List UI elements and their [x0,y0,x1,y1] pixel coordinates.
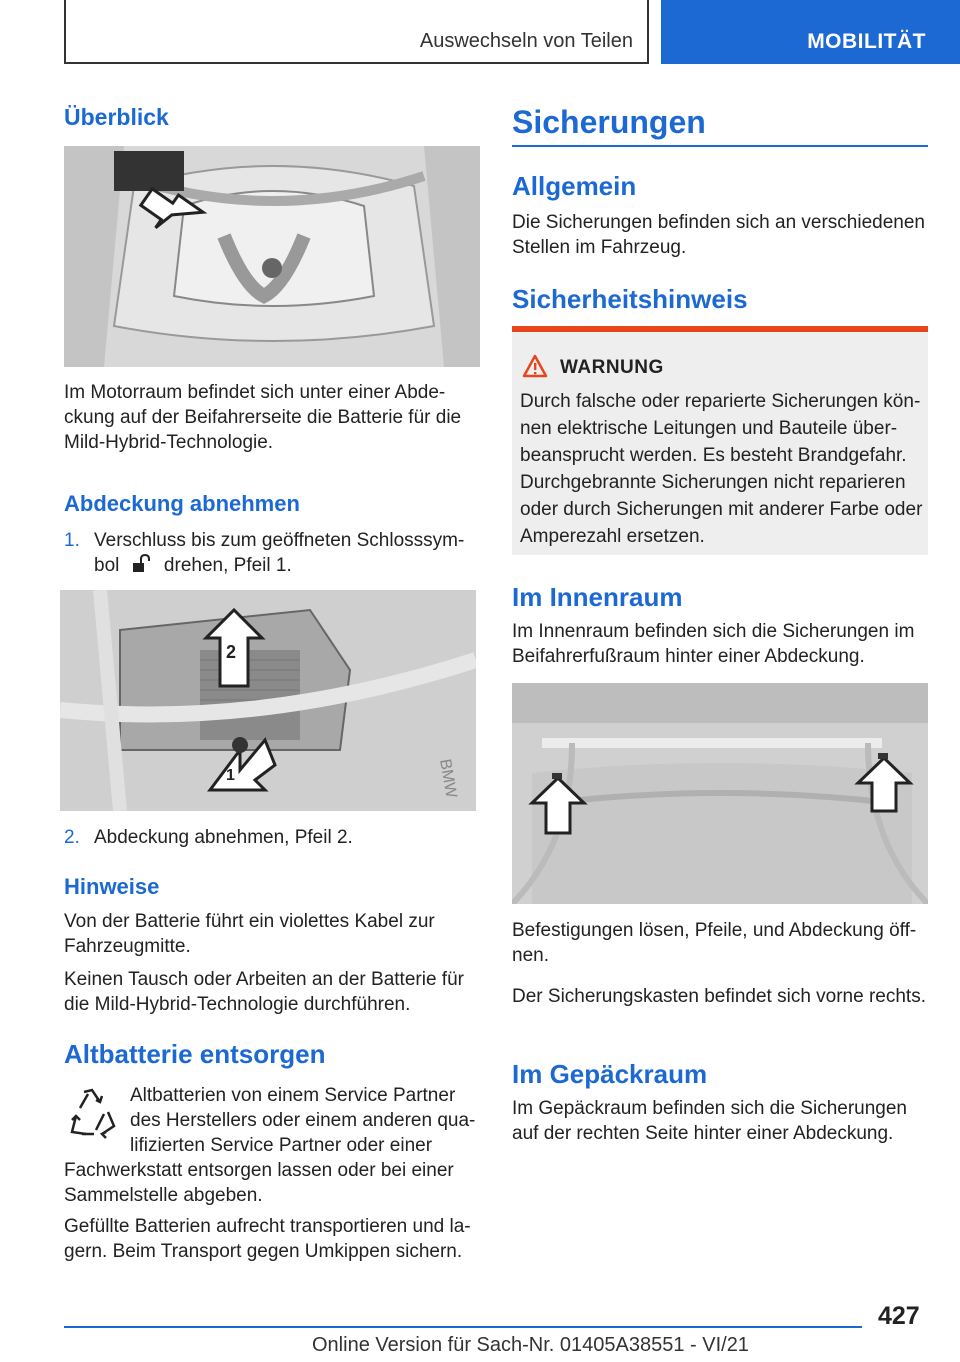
header-section-tab [64,0,649,64]
footwell-image [512,683,928,904]
notes-paragraph-1: Von der Batterie führt ein violettes Kabel zur Fahrzeugmitte. [64,911,435,957]
safety-heading: Sicherheitshinweis [512,284,748,314]
interior-text: Im Innenraum befinden sich die Sicherungen im Beifahrerfußraum hinter einer Abdeckung. [512,621,915,667]
disposal-heading: Altbatterie entsorgen [64,1039,326,1069]
overview-heading: Überblick [64,104,169,130]
battery-cover-image [60,590,476,811]
disposal-paragraph-1: Altbatterien von einem Service Partner des Herstellers oder einem anderen qua-lifizierten Service Partner oder einer [130,1085,476,1156]
warning-title: WARNUNG [560,357,664,378]
general-text: Die Sicherungen befinden sich an verschiedenen Stellen im Fahrzeug. [512,212,925,258]
step-1 [64,528,480,578]
lock-open-icon [131,554,153,574]
header-chapter-tab [661,0,960,64]
step-2-text: Abdeckung abnehmen, Pfeil 2. [94,827,353,848]
interior-heading: Im Innenraum [512,582,683,612]
fuses-heading: Sicherungen [512,104,706,140]
disposal-paragraph-1b: Fachwerkstatt entsorgen lassen oder bei einer Sammelstelle abgeben. [64,1160,454,1206]
footer-rule [64,1326,862,1328]
step-1-text-b: bol [94,555,120,576]
step-1-number: 1. [64,530,80,551]
general-heading: Allgemein [512,171,637,201]
warning-box [512,326,928,555]
figure-label-1: 1 [226,767,235,784]
overview-text: Im Motorraum befindet sich unter einer Abde-ckung auf der Beifahrerseite die Batterie für die Mild-Hybrid-Technologie. [64,382,462,453]
figure-label-2: 2 [226,642,237,662]
cover-heading: Abdeckung abnehmen [64,491,300,516]
step-2 [64,825,480,850]
luggage-heading: Im Gepäckraum [512,1059,708,1089]
interior-text-2: Der Sicherungskasten befindet sich vorne rechts. [512,986,926,1007]
step-1-text-a: Verschluss bis zum geöffneten Schlosssym- [94,530,465,551]
warning-triangle-icon [522,354,548,378]
figure-brand: BMW [436,757,460,800]
page-number: 427 [878,1302,920,1330]
header-chapter-title: MOBILITÄT [807,30,926,53]
warning-text: Durch falsche oder reparierte Sicherungen kön-nen elektrische Leitungen und Bauteile über-beansprucht werden. Es besteht Brandgefahr. Durchgebrannte Sicherungen nicht reparieren oder durch Sicherungen mit anderer Farbe oder Amperezahl ersetzen. [520,391,923,547]
notes-heading: Hinweise [64,874,160,899]
footer-text: Online Version für Sach-Nr. 01405A38551 - VI/21 [312,1334,749,1356]
engine-bay-image [64,146,480,367]
header-section-title: Auswechseln von Teilen [419,30,633,52]
step-1-text-c: drehen, Pfeil 1. [163,555,292,576]
recycling-icon [66,1086,118,1142]
interior-caption: Befestigungen lösen, Pfeile, und Abdeckung öff-nen. [512,920,917,966]
heading-rule [512,145,928,147]
notes-paragraph-2: Keinen Tausch oder Arbeiten an der Batterie für die Mild-Hybrid-Technologie durchführen. [64,969,464,1015]
step-2-number: 2. [64,827,80,848]
disposal-paragraph-2: Gefüllte Batterien aufrecht transportieren und la-gern. Beim Transport gegen Umkippen sichern. [64,1216,471,1262]
luggage-text: Im Gepäckraum befinden sich die Sicherungen auf der rechten Seite hinter einer Abdeckung. [512,1098,908,1144]
